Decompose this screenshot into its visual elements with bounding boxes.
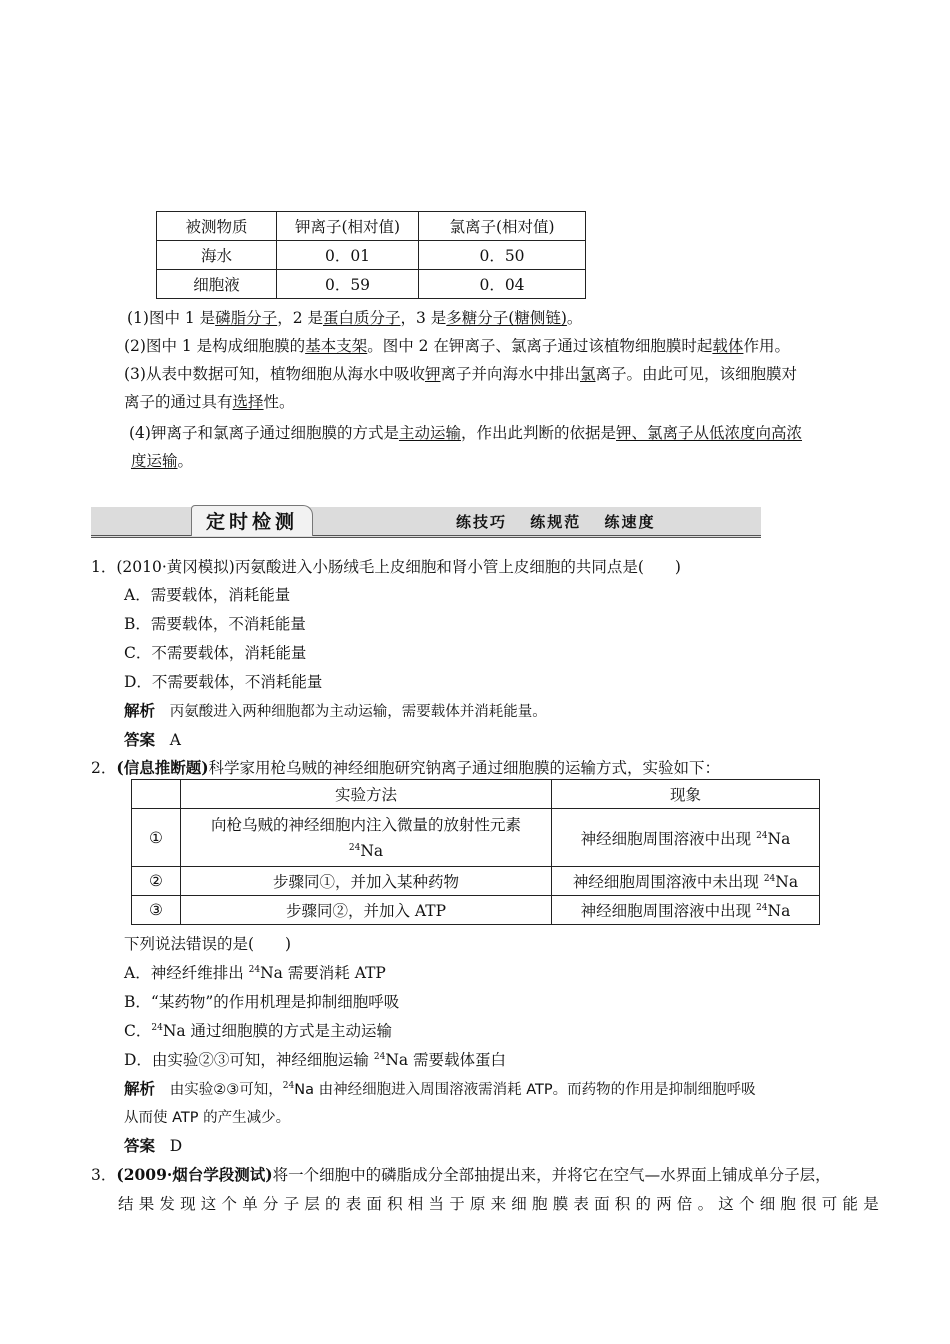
q1-option-c: C．不需要载体，消耗能量: [124, 644, 307, 662]
table-cell: 海水: [157, 241, 277, 270]
table-header-cell: [132, 780, 181, 809]
answer-3: [124, 362, 797, 386]
table-cell: [552, 867, 820, 896]
section-banner: [91, 503, 761, 537]
banner-title: 定时检测: [191, 505, 313, 536]
answer-value: D: [169, 1137, 183, 1155]
answer-4-cont: [131, 449, 193, 473]
answer-blank: 载体: [712, 337, 744, 355]
observation-text: 神经细胞周围溶液中出现: [580, 829, 757, 848]
table-row: [132, 867, 820, 896]
question-text: 将一个细胞中的磷脂成分全部抽提出来，并将它在空气—水界面上铺成单分子层，: [272, 1166, 831, 1184]
table-header-row: [157, 212, 586, 241]
answer-blank: 磷脂分子: [215, 309, 278, 327]
answer-blank: 主动运输: [398, 424, 461, 442]
answer-text: 离子并向海水中排出: [440, 365, 580, 383]
table-row: [132, 809, 820, 867]
table-header-cell: 钾离子(相对值): [277, 212, 419, 241]
answer-text: (1)图中 1 是: [127, 309, 216, 327]
table-row: [157, 270, 586, 299]
table-cell: 0．50: [419, 241, 586, 270]
table-cell: 0．01: [277, 241, 419, 270]
answer-text: (2)图中 1 是构成细胞膜的: [124, 337, 306, 355]
question-source: (2009·烟台学段测试): [116, 1165, 273, 1184]
q2-analysis: [124, 1077, 756, 1102]
table-cell: 步骤同①，并加入某种药物: [181, 867, 552, 896]
table-header-cell: 实验方法: [181, 780, 552, 809]
isotope-mass: 24: [248, 965, 261, 975]
table-row: [157, 241, 586, 270]
observation-text: Na: [775, 873, 799, 891]
answer-label: 答案: [124, 730, 156, 749]
q1-analysis: [124, 699, 547, 724]
option-text: C．: [124, 1022, 152, 1040]
q1-option-b: B．需要载体，不消耗能量: [124, 615, 306, 633]
table-cell: [552, 896, 820, 925]
table-cell: ①: [132, 809, 181, 867]
table-cell: 细胞液: [157, 270, 277, 299]
q2-option-c: [124, 1019, 392, 1043]
analysis-label: 解析: [124, 701, 156, 720]
method-text: Na: [360, 841, 384, 860]
table-header-cell: 氯离子(相对值): [419, 212, 586, 241]
q1-option-a: A．需要载体，消耗能量: [124, 586, 291, 604]
option-text: Na 需要载体蛋白: [385, 1051, 507, 1069]
isotope-mass: 24: [348, 842, 361, 853]
isotope-mass: 24: [282, 1081, 295, 1091]
method-text: 向枪乌贼的神经细胞内注入微量的放射性元素: [210, 815, 521, 834]
isotope-mass: 24: [373, 1052, 386, 1062]
q2-stem: [91, 756, 720, 780]
analysis-label: 解析: [124, 1079, 156, 1098]
option-text: D．由实验②③可知，神经细胞运输: [124, 1051, 374, 1069]
analysis-text: Na 由神经细胞进入周围溶液需消耗 ATP。而药物的作用是抑制细胞呼吸: [294, 1082, 756, 1098]
answer-blank: 钾、氯离子从低浓度向高浓: [616, 424, 803, 442]
answer-text: 。图中 2 在钾离子、氯离子通过该植物细胞膜时起: [367, 337, 713, 355]
answer-value: A: [169, 731, 181, 749]
table-cell: ②: [132, 867, 181, 896]
answer-label: 答案: [124, 1136, 156, 1155]
question-text: 科学家用枪乌贼的神经细胞研究钠离子通过细胞膜的运输方式，实验如下：: [208, 759, 721, 777]
answer-text: 性。: [263, 393, 295, 411]
ion-concentration-table: [156, 211, 586, 299]
q2-analysis-cont: 从而使 ATP 的产生减少。: [124, 1110, 291, 1126]
table-header-cell: 现象: [552, 780, 820, 809]
q1-answer: [124, 728, 181, 752]
question-number: 2．: [91, 759, 117, 777]
observation-text: 神经细胞周围溶液中未出现: [572, 873, 764, 891]
option-text: Na 通过细胞膜的方式是主动运输: [162, 1022, 393, 1040]
answer-blank: 钾: [424, 365, 441, 383]
table-cell: 0．04: [419, 270, 586, 299]
q3-stem-cont: 结果发现这个单分子层的表面积相当于原来细胞膜表面积的两倍。这个细胞很可能是: [118, 1195, 884, 1213]
q1-option-d: D．不需要载体，不消耗能量: [124, 673, 323, 691]
q2-option-b: B．“某药物”的作用机理是抑制细胞呼吸: [124, 993, 400, 1011]
answer-4: [129, 421, 802, 445]
question-number: 3．: [91, 1166, 117, 1184]
answer-text: (4)钾离子和氯离子通过细胞膜的方式是: [129, 424, 399, 442]
answer-blank: 度运输: [131, 452, 178, 470]
table-cell: [552, 809, 820, 867]
q3-stem: [91, 1163, 831, 1187]
answer-2: [124, 334, 790, 358]
table-cell: 步骤同②，并加入 ATP: [181, 896, 552, 925]
isotope-mass: 24: [756, 903, 768, 913]
q2-answer: [124, 1134, 182, 1158]
answer-text: 作用。: [743, 337, 790, 355]
answer-text: (3)从表中数据可知，植物细胞从海水中吸收: [124, 365, 425, 383]
answer-3-cont: [124, 390, 295, 414]
banner-motto: 练技巧 练规范 练速度: [456, 513, 656, 531]
option-text: A．神经纤维排出: [124, 964, 249, 982]
answer-1: [127, 306, 582, 330]
answer-blank: 氯: [580, 365, 596, 383]
observation-text: Na: [767, 902, 791, 920]
answer-blank: 选择: [232, 393, 264, 411]
observation-text: Na: [767, 829, 791, 848]
table-cell: 0．59: [277, 270, 419, 299]
q1-stem: 1．(2010·黄冈模拟)丙氨酸进入小肠绒毛上皮细胞和肾小管上皮细胞的共同点是( ): [91, 558, 681, 576]
answer-text: ，2 是: [277, 309, 323, 327]
q2-option-a: [124, 961, 386, 985]
q2-option-d: [124, 1048, 506, 1072]
option-text: Na 需要消耗 ATP: [260, 964, 386, 982]
observation-text: 神经细胞周围溶液中出现: [580, 902, 757, 920]
isotope-mass: 24: [756, 830, 768, 841]
answer-text: 离子。由此可见，该细胞膜对: [595, 365, 798, 383]
answer-text: 。: [566, 309, 583, 327]
isotope-mass: 24: [151, 1023, 163, 1033]
question-source: (信息推断题): [116, 758, 209, 777]
table-row: [132, 896, 820, 925]
experiment-table: [131, 779, 820, 925]
isotope-mass: 24: [763, 874, 776, 884]
q2-prompt: 下列说法错误的是( ): [124, 935, 292, 953]
table-header-row: [132, 780, 820, 809]
answer-text: 。: [177, 452, 194, 470]
answer-text: ，作出此判断的依据是: [460, 424, 616, 442]
table-cell: [181, 809, 552, 867]
answer-text: ，3 是: [400, 309, 447, 327]
table-header-cell: 被测物质: [157, 212, 277, 241]
analysis-text: 丙氨酸进入两种细胞都为主动运输，需要载体并消耗能量。: [169, 704, 547, 720]
table-cell: ③: [132, 896, 181, 925]
answer-text: 离子的通过具有: [124, 393, 233, 411]
answer-blank: 蛋白质分子: [322, 309, 401, 327]
answer-blank: 多糖分子(糖侧链): [446, 309, 567, 327]
answer-blank: 基本支架: [305, 337, 368, 355]
analysis-text: 由实验②③可知，: [169, 1082, 283, 1098]
